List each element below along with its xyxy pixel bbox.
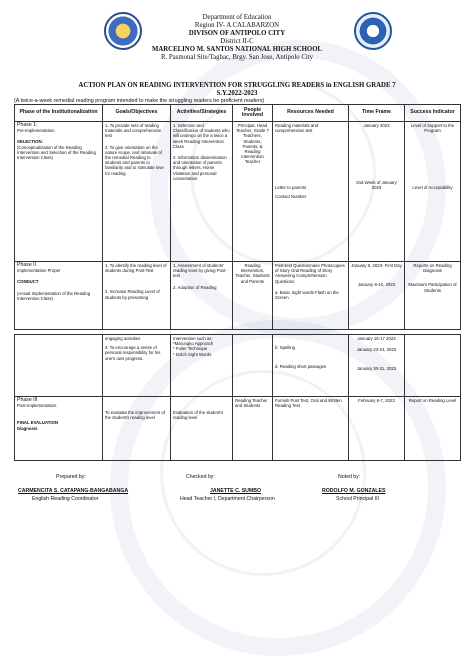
region-name: Region IV- A CALABARZON (194, 22, 280, 29)
cell-success3 (405, 397, 461, 461)
res-cont-3: d. Reading short passages (275, 364, 327, 370)
res1-2: Letter to parents (275, 185, 307, 191)
res1-3: Contact Number (275, 193, 307, 199)
cell-time1 (349, 122, 405, 262)
noted-role: School Principal III (336, 496, 379, 502)
cell-goals-cont (103, 335, 171, 397)
cell-success-cont (405, 335, 461, 397)
goal1-2: 2. To give orientation on the nature scope, and rationale of the remedial Reading to students and parents to familiarity and to stimulate love for reading. (105, 144, 164, 176)
res1-1: Reading materials and comprehension test (275, 123, 318, 134)
action-plan-table-1 (14, 104, 461, 330)
cell-success1 (405, 122, 461, 262)
people3: Reading Teacher and Students (235, 398, 268, 409)
act3: Evaluation of the student's reading level (173, 410, 224, 421)
cell-phase1 (15, 122, 103, 262)
goal3: To evaluate the improvement of the student's reading level (105, 410, 165, 421)
succ1-2: Level of Acceptability (412, 185, 453, 191)
noted-label: Noted by: (338, 474, 361, 480)
goal-cont-1: engaging activities (105, 336, 141, 341)
cell-time-cont (349, 335, 405, 397)
cell-people-cont (233, 335, 273, 397)
succ2-1: Reports on Reading Diagnosis (413, 263, 452, 274)
time1-1: January 2023 (363, 123, 390, 128)
act2-2: 2. Adoption of Reading (173, 284, 217, 290)
time1-2: 2nd Week of January 2023 (356, 180, 397, 191)
phase1-sub: Pre-Implementation (17, 128, 55, 134)
res3: Furnish Post Test, Oral and Written Reading Test (275, 398, 342, 409)
cell-people2: Reading Intervention, Teacher, Students and Parents (233, 262, 273, 330)
phase3-desc: Diagnosis (17, 425, 38, 431)
table-row-phase1 (15, 122, 461, 262)
res2-2: a. Basic Sight words Flash on the Screen (275, 289, 339, 301)
res2-1: Post-test Questionnaire Photocopies of Story Oral Reading of Story Answering Comprehension Questions (275, 263, 345, 284)
noted-name: RODOLFO M. GONZALES (322, 488, 386, 494)
cell-resources-cont (273, 335, 349, 397)
phase1-title: Phase 1: (17, 122, 38, 128)
cell-time3 (349, 397, 405, 461)
succ1-1: Level of Support to the Program (410, 123, 455, 134)
cell-resources1 (273, 122, 349, 262)
time-cont-2: January 23-24, 2023 (356, 347, 397, 353)
header-success: Success Indicator (405, 105, 461, 122)
phase2-desc: (Actual Implementation of the Reading Intervention Class) (17, 290, 91, 301)
checked-role: Head Teacher I, Department Chairperson (180, 496, 275, 502)
time-cont-3: January 30-31, 2023 (356, 366, 397, 372)
time3: February 6-7, 2023 (358, 398, 395, 403)
act-cont-item: * Fuller Technique (173, 346, 208, 352)
cell-success2 (405, 262, 461, 330)
division-name: DIVISON OF ANTIPOLO CITY (188, 30, 286, 37)
res-cont-1: b. Spelling (275, 345, 296, 350)
phase3-final: FINAL EVALUATION (17, 420, 59, 426)
prepared-name: CARMENCITA S. CATAPANG-BANGABANGA (18, 488, 129, 494)
goal-cont-3: 3. To encourage a sense of personal responsibility for his one's own progress. (105, 345, 161, 361)
header-resources: Resources Needed (273, 105, 349, 122)
phase2-conduct: CONDUCT (17, 279, 39, 285)
cell-people1: Principal, Head Teacher, Grade 7 Teachers, Students, Parents, & Reading Intervention Teacher (233, 122, 273, 262)
cell-activities1 (171, 122, 233, 262)
header-people: People Involved (233, 105, 273, 122)
table-row-phase3 (15, 397, 461, 461)
time2-1: January 8, 2023- First Day (351, 263, 402, 268)
prepared-label: Prepared by: (56, 474, 86, 480)
title-line1: ACTION PLAN ON READING INTERVENTION FOR STRUGGLING READERS in ENGLISH GRADE 7 (78, 82, 396, 89)
prepared-role: English Reading Coordinator (32, 496, 99, 502)
phase1-selection: SELECTION: (17, 139, 44, 145)
cell-resources3 (273, 397, 349, 461)
act2-1: 1. Assessment of students' reading level by giving Post-test (173, 263, 227, 279)
checked-name: JANETTE C. SUMBO (210, 488, 262, 494)
goal1-1: 1. To provide sets of reading materials and comprehension test (105, 123, 162, 139)
school-address: R. Pasmonal Site/Tagbac, Brgy. San Jose, Antipolo City (160, 54, 314, 61)
cell-phase3 (15, 397, 103, 461)
phase3-title: Phase III (17, 397, 38, 403)
table-header-row (15, 105, 461, 122)
cell-goals1 (103, 122, 171, 262)
cell-activities2 (171, 262, 233, 330)
title-line2: S.Y.2022-2023 (216, 90, 258, 97)
time-cont-1: January 16-17 2023 (357, 336, 396, 341)
school-name: MARCELINO M. SANTOS NATIONAL HIGH SCHOOL (151, 46, 323, 53)
phase1-desc: (Conceptualization of the Reading Intervention and Selection of the Reading Intervention Class) (17, 144, 96, 161)
act-cont-item: *Marungko Approach (173, 341, 214, 347)
program-note: (A twice-a-week remedial reading program intended to make the struggling readers be proficient readers) (14, 98, 265, 104)
cell-phase2 (15, 262, 103, 330)
header-time: Time Frame (349, 105, 405, 122)
phase2-sub: Implementation Proper (17, 268, 61, 274)
header-activities: Activities/Strategies (171, 105, 233, 122)
phase3-sub: Post-Implementation (17, 403, 57, 409)
goal2-1: 1. To identify the reading level of students during Post-Test (105, 263, 167, 274)
cell-people3 (233, 397, 273, 461)
cell-phase-cont (15, 335, 103, 397)
cell-goals3 (103, 397, 171, 461)
cell-activities3 (171, 397, 233, 461)
time2-2: January 9-10, 2023 (357, 282, 396, 288)
table-row-phase2 (15, 262, 461, 330)
document-title (0, 82, 474, 98)
letterhead (0, 14, 474, 62)
succ2-2: Maximum Participation of Students (408, 282, 457, 293)
checked-label: Checked by: (186, 474, 215, 480)
phase2-title: Phase II (17, 262, 37, 268)
act1-1: 1. Selection and Classification of students who will undergo on the a twice a week Reading Intervention Class (173, 123, 230, 149)
cell-activities-cont (171, 335, 233, 397)
header-goals: Goals/Objectives (103, 105, 171, 122)
cell-time2 (349, 262, 405, 330)
act1-2: 2. Information dissemination and orientation of parents through letters, Home Visitation and personal conversation (173, 155, 227, 181)
district-name: District II-C (220, 38, 254, 45)
action-plan-table-2 (14, 334, 461, 461)
succ3: Report on Reading Level (408, 398, 457, 403)
act-cont-item: * Dolch Sight Words (173, 351, 212, 357)
cell-goals2 (103, 262, 171, 330)
act-cont-head: Intervention such as: (173, 336, 213, 341)
header-phase: Phase of the Institutionalization (15, 105, 103, 122)
cell-resources2 (273, 262, 349, 330)
table-row-continued (15, 335, 461, 397)
dept-name: Department of Education (202, 14, 272, 21)
goal2-2: 2. Increase Reading Level of students by presenting (105, 289, 160, 300)
